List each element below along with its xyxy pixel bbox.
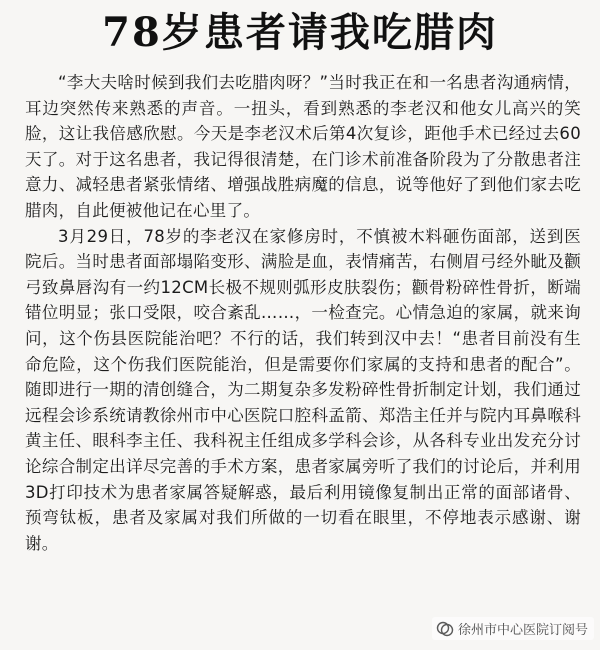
watermark-text: 徐州市中心医院订阅号 <box>457 623 588 638</box>
article-body <box>25 70 581 556</box>
article-title: 78岁患者请我吃腊肉 <box>102 9 498 56</box>
paragraph: 3月29日，78岁的李老汉在家修房时，不慎被木料砸伤面部，送到医院后。当时患者面部塌陷变形、满脸是血，表情痛苦，右侧眉弓经外眦及颧弓致鼻唇沟有一约12CM长极不规则弧形皮肤裂伤；颧骨粉碎性骨折，断端错位明显；张口受限，咬合紊乱……，一检查完。心情急迫的家属，就来询问，这个伤县医院能治吧？不行的话，我们转到汉中去！“患者目前没有生命危险，这个伤我们医院能治，但是需要你们家属的支持和患者的配合”。随即进行一期的清创缝合，为二期复杂多发粉碎性骨折制定计划，我们通过远程会诊系统请教徐州市中心医院口腔科孟箭、郑浩主任并与院内耳鼻喉科黄主任、眼科李主任、我科祝主任组成多学科会诊，从各科专业出发充分讨论综合制定出详尽完善的手术方案，患者家属旁听了我们的讨论后，并利用3D打印技术为患者家属答疑解惑，最后利用镜像复制出正常的面部诸骨、预弯钛板，患者及家属对我们所做的一切看在眼里，不停地表示感谢、谢谢。 <box>25 226 581 553</box>
paragraph: “李大夫啥时候到我们去吃腊肉呀？”当时我正在和一名患者沟通病情，耳边突然传来熟悉的声音。一扭头，看到熟悉的李老汉和他女儿高兴的笑脸，这让我倍感欣慰。今天是李老汉术后第4次复诊，距他手术已经过去60天了。对于这名患者，我记得很清楚，在门诊术前准备阶段为了分散患者注意力、减轻患者紧张情绪、增强战胜病魔的信息，说等他好了到他们家去吃腊肉，自此便被他记在心里了。 <box>25 73 581 220</box>
wechat-channel-icon <box>436 621 454 637</box>
watermark <box>432 617 594 640</box>
